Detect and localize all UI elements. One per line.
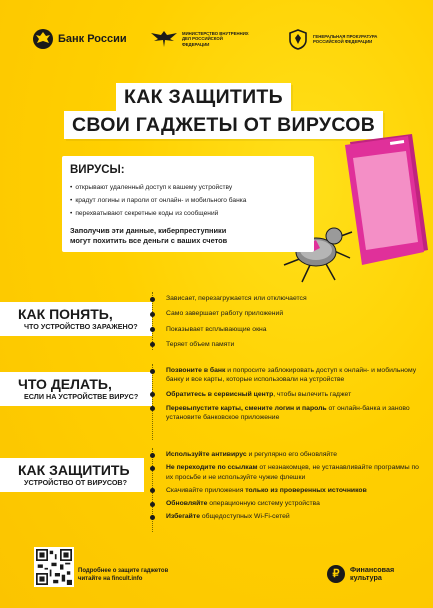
section-title: КАК ЗАЩИТИТЬ	[18, 462, 130, 478]
list-item: Скачивайте приложения только из проверенных источников	[152, 486, 422, 495]
title-line-1: КАК ЗАЩИТИТЬ	[116, 83, 291, 111]
list-item: Зависает, перезагружается или отключается	[152, 294, 422, 303]
prosecutor-emblem-icon	[287, 28, 309, 50]
theft-warning-line-2: могут похитить все деньги с ваших счетов	[70, 236, 228, 245]
bullet-dot	[150, 502, 155, 507]
bullet-dot	[150, 392, 155, 397]
list-item: • крадут логины и пароли от онлайн- и мобильного банка	[70, 194, 246, 207]
bullet-dot	[150, 406, 155, 411]
section-subtitle: ЕСЛИ НА УСТРОЙСТВЕ ВИРУС?	[24, 392, 139, 401]
section-title: КАК ПОНЯТЬ,	[18, 306, 113, 322]
fincult-link[interactable]: fincult.info	[111, 576, 143, 582]
bullet-dot	[150, 312, 155, 317]
section-subtitle: УСТРОЙСТВО ОТ ВИРУСОВ?	[24, 478, 128, 487]
list-item: • открывают удаленный доступ к вашему устройству	[70, 181, 246, 194]
viruses-heading: ВИРУСЫ:	[70, 164, 125, 176]
section-protect-list	[152, 450, 422, 522]
list-item: Показывает всплывающие окна	[152, 325, 422, 334]
bank-eagle-icon	[32, 28, 54, 50]
header-logos	[32, 28, 413, 58]
viruses-list	[70, 181, 246, 220]
theft-warning	[70, 226, 270, 246]
list-item: Используйте антивирус и регулярно его обновляйте	[152, 450, 422, 459]
section-protect-heading	[0, 458, 144, 492]
bullet-dot	[150, 369, 155, 374]
section-title: ЧТО ДЕЛАТЬ,	[18, 376, 112, 392]
list-item: Позвоните в банк и попросите заблокировать доступ к онлайн- и мобильному банку и все карты, которые использовали на устройстве	[152, 366, 422, 385]
qr-code[interactable]	[34, 547, 74, 587]
mvd-name: МИНИСТЕРСТВО ВНУТРЕННИХ ДЕЛ РОССИЙСКОЙ ФЕДЕРАЦИИ	[182, 30, 249, 47]
list-item: Избегайте общедоступных Wi-Fi-сетей	[152, 512, 422, 521]
bullet-dot	[150, 342, 155, 347]
section-todo-heading	[0, 372, 152, 406]
list-item: Перевыпустите карты, смените логин и пароль от онлайн-банка и заново установите банковское приложение	[152, 404, 422, 423]
bullet-dot	[150, 466, 155, 471]
bullet-dot	[150, 488, 155, 493]
list-item: • перехватывают секретные коды из сообщений	[70, 207, 246, 220]
prosecutor-name: ГЕНЕРАЛЬНАЯ ПРОКУРАТУРА РОССИЙСКОЙ ФЕДЕРАЦИИ	[313, 33, 378, 44]
list-item: Обновляйте операционную систему устройства	[152, 499, 422, 508]
section-subtitle: ЧТО УСТРОЙСТВО ЗАРАЖЕНО?	[24, 322, 138, 331]
mvd-eagle-icon	[150, 28, 178, 50]
section-todo-list	[152, 366, 422, 422]
ruble-icon: ₽	[327, 565, 345, 583]
section-infected-heading	[0, 302, 152, 336]
prosecutor-logo	[287, 28, 381, 50]
bullet-dot	[150, 327, 155, 332]
section-infected-list	[152, 294, 422, 349]
title-line-2: СВОИ ГАДЖЕТЫ ОТ ВИРУСОВ	[64, 111, 383, 139]
financial-culture-logo	[327, 565, 394, 583]
theft-warning-line-1: Заполучив эти данные, киберпреступники	[70, 226, 227, 235]
bank-of-russia-logo	[32, 28, 127, 50]
list-item: Не переходите по ссылкам от незнакомцев, не устанавливайте программы по их просьбе и не используйте чужие флешки	[152, 463, 422, 482]
list-item: Само завершает работу приложений	[152, 309, 422, 318]
bullet-dot	[150, 515, 155, 520]
mvd-logo	[150, 28, 250, 50]
bullet-dot	[150, 297, 155, 302]
list-item: Теряет объем памяти	[152, 340, 422, 349]
footer-note	[78, 567, 168, 583]
footer-line-2: читайте на fincult.info	[78, 576, 143, 582]
footer-line-1: Подробнее о защите гаджетов	[78, 568, 169, 574]
financial-culture-name: Финансовая культура	[350, 564, 395, 582]
list-item: Обратитесь в сервисный центр, чтобы вылечить гаджет	[152, 390, 422, 399]
bullet-dot	[150, 453, 155, 458]
bank-name: Банк России	[58, 33, 127, 45]
